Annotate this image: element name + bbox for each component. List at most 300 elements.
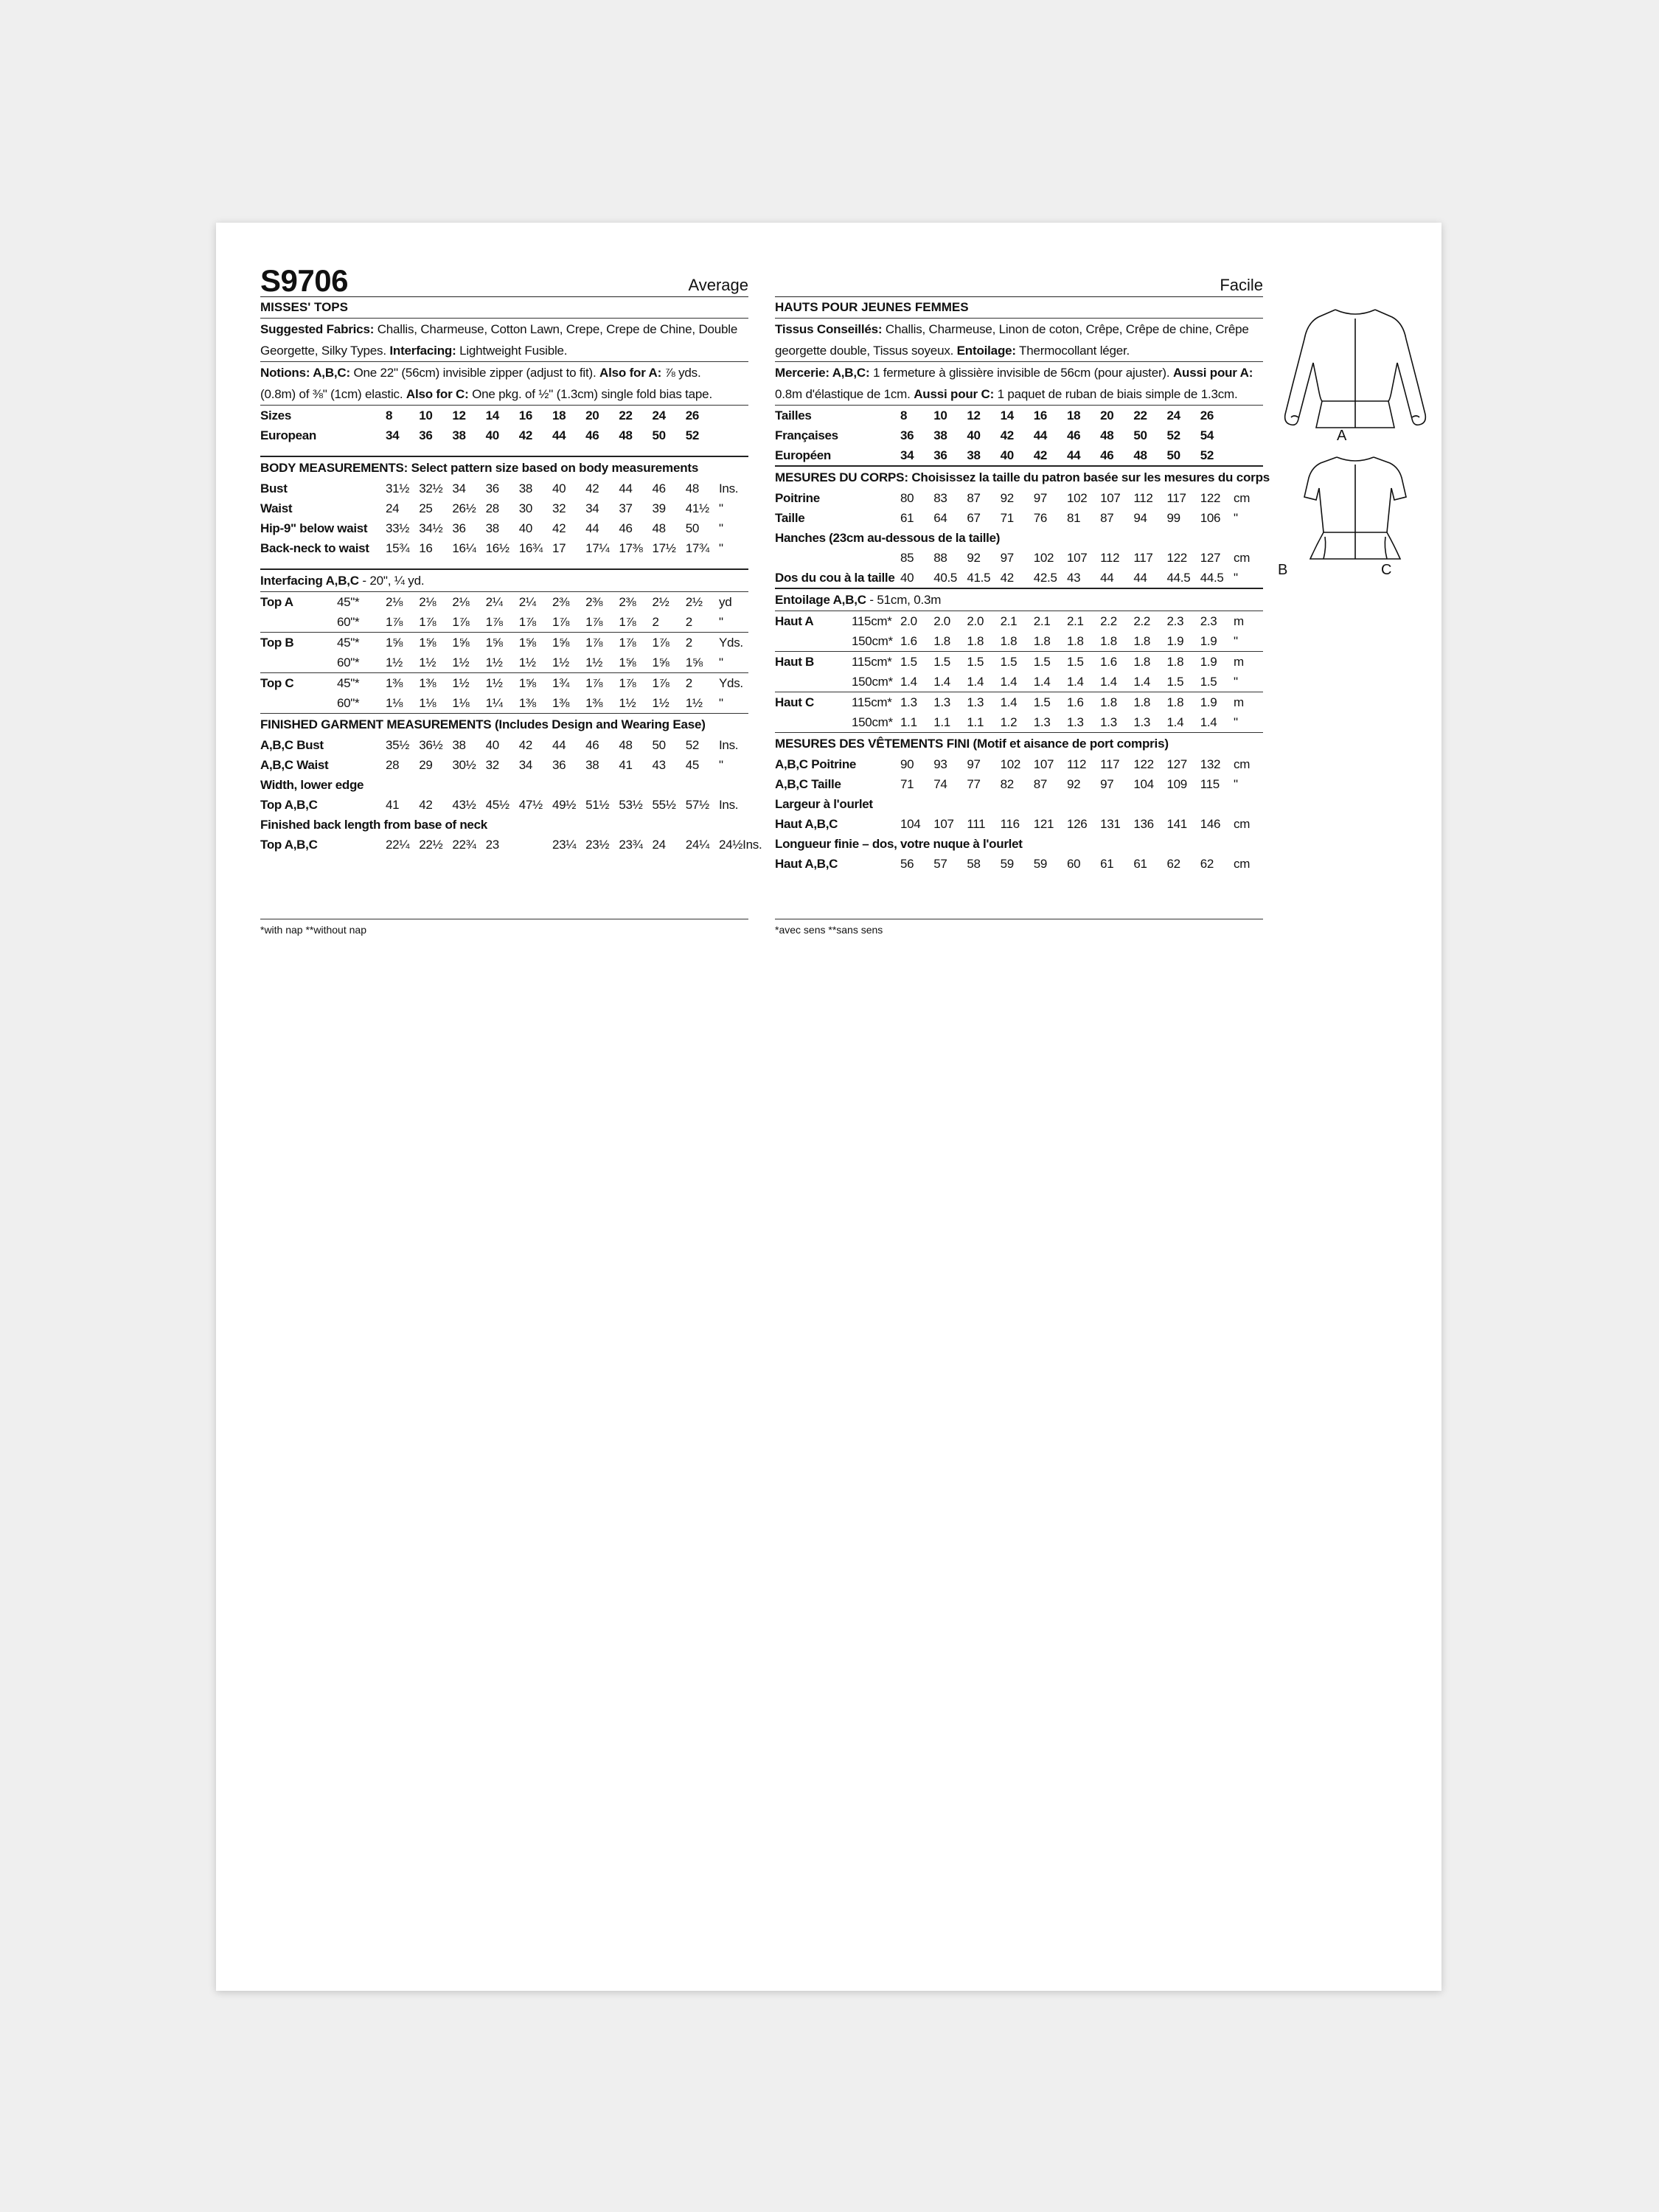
cell-value: 87 <box>1033 777 1048 791</box>
fabric-width: 150cm* <box>852 634 893 648</box>
cell-value: 146 <box>1200 817 1221 831</box>
cell-value: 1⅝ <box>386 636 403 650</box>
cell-value: 16 <box>518 408 533 422</box>
cell-value: 22¼ <box>386 838 410 852</box>
cell-value: 1.5 <box>900 655 917 669</box>
cell-value: 50 <box>1133 428 1147 442</box>
cell-value: 57 <box>933 857 947 871</box>
cell-value: 35½ <box>386 738 410 752</box>
row-label: Poitrine <box>775 491 820 505</box>
view-label: Top C <box>260 676 294 690</box>
cell-value: 29 <box>419 758 433 772</box>
cell-value: 1½ <box>485 655 503 669</box>
cell-value: 2 <box>685 615 692 629</box>
cell-value: 1⅞ <box>552 615 569 629</box>
cell-value: 42 <box>1033 448 1048 462</box>
cell-value: 99 <box>1166 511 1180 525</box>
cell-value: 26 <box>685 408 699 422</box>
unit: " <box>1234 675 1238 689</box>
cell-value: 17¼ <box>585 541 610 555</box>
cell-value: 43½ <box>452 798 476 812</box>
cell-value: 43 <box>652 758 666 772</box>
cell-value: 111 <box>967 817 986 831</box>
cell-value: 51½ <box>585 798 610 812</box>
yardage-table <box>260 633 748 672</box>
cell-value: 50 <box>652 428 666 442</box>
cell-value: 36½ <box>419 738 443 752</box>
unit: yd <box>719 595 732 609</box>
cell-value: 44 <box>1066 448 1081 462</box>
cell-value: 49½ <box>552 798 577 812</box>
cell-value: 61 <box>1100 857 1114 871</box>
cell-value: 41 <box>386 798 400 812</box>
cell-value: 25 <box>419 501 433 515</box>
table-row <box>260 498 748 518</box>
yardage-table <box>260 592 748 632</box>
row-label: Back-neck to waist <box>260 541 369 555</box>
unit: " <box>719 696 723 710</box>
cell-value: 23¾ <box>619 838 643 852</box>
row-label: Width, lower edge <box>260 778 364 792</box>
cell-value: 1⅜ <box>585 696 603 710</box>
cell-value: 1.5 <box>1000 655 1018 669</box>
cell-value: 1.9 <box>1166 634 1184 648</box>
cell-value: 2¼ <box>518 595 536 609</box>
cell-value: 1¼ <box>485 696 503 710</box>
cell-value: 40 <box>967 428 981 442</box>
cell-value: 1½ <box>619 696 636 710</box>
cell-value: 107 <box>1100 491 1121 505</box>
cell-value: 1.9 <box>1200 695 1217 709</box>
yardage-table <box>260 673 748 713</box>
cell-value: 2¼ <box>485 595 503 609</box>
cell-value: 107 <box>1033 757 1054 771</box>
cell-value: 52 <box>685 428 699 442</box>
table-subheading <box>260 815 748 835</box>
cell-value: 48 <box>1100 428 1114 442</box>
cell-value: 1½ <box>685 696 703 710</box>
row-label: Top A,B,C <box>260 798 318 812</box>
cell-value: 44.5 <box>1200 571 1224 585</box>
cell-value: 1.5 <box>933 655 950 669</box>
sizes-table <box>260 406 748 445</box>
cell-value: 2.1 <box>1000 614 1018 628</box>
cell-value: 94 <box>1133 511 1147 525</box>
cell-value: 1.5 <box>967 655 984 669</box>
cell-value: 127 <box>1166 757 1187 771</box>
cell-value: 1.8 <box>1033 634 1051 648</box>
unit: " <box>1234 634 1238 648</box>
unit: Yds. <box>719 676 743 690</box>
cell-value: 44 <box>552 738 566 752</box>
cell-value: 40 <box>485 738 499 752</box>
interfacing-yardage-section <box>260 570 748 592</box>
table-row <box>260 633 748 653</box>
table-row <box>775 692 1263 712</box>
cell-value: 23 <box>485 838 499 852</box>
cell-value: 42 <box>552 521 566 535</box>
unit: cm <box>1234 817 1251 831</box>
yardage-group <box>775 652 1263 692</box>
cell-value: 1.8 <box>1133 655 1151 669</box>
cell-value: 1.4 <box>1200 715 1217 729</box>
cell-value: 36 <box>900 428 914 442</box>
cell-value: 55½ <box>652 798 676 812</box>
cell-value: 2⅜ <box>552 595 569 609</box>
cell-value: 22¾ <box>452 838 476 852</box>
cell-value: 1⅞ <box>619 615 636 629</box>
cell-value: 1½ <box>452 676 470 690</box>
cell-value: 1½ <box>518 655 536 669</box>
cell-value: 38 <box>452 428 466 442</box>
table-row <box>260 653 748 672</box>
cell-value: 42.5 <box>1033 571 1057 585</box>
cell-value: 44 <box>1133 571 1147 585</box>
cell-value: 1.4 <box>1166 715 1184 729</box>
interfacing-yardage-heading: Interfacing A,B,C - 20", ¼ yd. <box>260 574 425 588</box>
cell-value: 117 <box>1166 491 1186 505</box>
cell-value: 28 <box>485 501 499 515</box>
cell-value: 2⅛ <box>386 595 403 609</box>
cell-value: 1.3 <box>967 695 984 709</box>
cell-value: 2.3 <box>1166 614 1184 628</box>
unit: Ins. <box>719 738 739 752</box>
cell-value: 77 <box>967 777 981 791</box>
cell-value: 14 <box>485 408 499 422</box>
cell-value: 1⅛ <box>452 696 470 710</box>
table-row <box>775 445 1263 465</box>
cell-value: 2.0 <box>900 614 917 628</box>
cell-value: 112 <box>1133 491 1153 505</box>
view-label <box>260 612 337 632</box>
footnote: *with nap **without nap <box>260 919 748 936</box>
cell-value: 1⅜ <box>552 696 569 710</box>
cell-value: 92 <box>967 551 981 565</box>
table-row <box>775 406 1263 425</box>
row-label: Françaises <box>775 428 838 442</box>
cell-value: 1.4 <box>900 675 917 689</box>
cell-value: 52 <box>1200 448 1214 462</box>
cell-value: 1.3 <box>1066 715 1084 729</box>
body-measurements-heading: MESURES DU CORPS: Choisissez la taille du patron basée sur les mesures du corps <box>775 470 1270 484</box>
finished-measurements-table <box>260 735 762 855</box>
body-measurements-heading: BODY MEASUREMENTS: Select pattern size based on body measurements <box>260 461 699 475</box>
cell-value: 8 <box>386 408 393 422</box>
table-subheading <box>260 775 748 795</box>
yardage-group <box>775 692 1263 733</box>
cell-value: 1.8 <box>1000 634 1018 648</box>
cell-value: 92 <box>1000 491 1014 505</box>
row-label: Haut A,B,C <box>775 857 838 871</box>
table-row <box>775 631 1263 651</box>
cell-value: 53½ <box>619 798 643 812</box>
cell-value: 74 <box>933 777 947 791</box>
cell-value: 41 <box>619 758 633 772</box>
cell-value: 22½ <box>419 838 443 852</box>
table-row <box>260 835 748 855</box>
cell-value: 97 <box>1100 777 1114 791</box>
notions-line-1: Notions: A,B,C: One 22" (56cm) invisible zipper (adjust to fit). Also for A: ⅞ yds. <box>260 366 701 380</box>
view-b-label: B <box>1278 562 1288 578</box>
cell-value: 38 <box>518 481 533 495</box>
notions-section <box>775 362 1263 406</box>
cell-value: 1.8 <box>1166 695 1184 709</box>
cell-value: 33½ <box>386 521 410 535</box>
cell-value: 26 <box>1200 408 1214 422</box>
cell-value: 2⅜ <box>585 595 603 609</box>
unit: " <box>719 615 723 629</box>
cell-value: 46 <box>1100 448 1114 462</box>
row-label: Dos du cou à la taille <box>775 571 895 585</box>
cell-value: 1⅜ <box>386 676 403 690</box>
cell-value: 44 <box>619 481 633 495</box>
row-label: Hanches (23cm au-dessous de la taille) <box>775 531 1001 545</box>
cell-value: 2.1 <box>1033 614 1051 628</box>
table-row <box>775 652 1263 672</box>
yardage-group <box>260 633 748 673</box>
cell-value: 71 <box>900 777 914 791</box>
cell-value: 45½ <box>485 798 509 812</box>
cell-value: 38 <box>933 428 947 442</box>
body-measurements-section <box>260 457 748 570</box>
cell-value: 42 <box>518 738 533 752</box>
table-row <box>775 672 1263 692</box>
cell-value: 76 <box>1033 511 1048 525</box>
finished-measurements-table <box>775 754 1263 874</box>
unit: " <box>1234 571 1238 585</box>
unit <box>1234 425 1263 445</box>
unit: " <box>1234 511 1238 525</box>
cell-value: 1⅝ <box>518 676 536 690</box>
cell-value: 67 <box>967 511 981 525</box>
cell-value: 1⅞ <box>386 615 403 629</box>
cell-value: 42 <box>1000 428 1014 442</box>
fabrics-section <box>260 319 748 362</box>
cell-value: 16 <box>1033 408 1048 422</box>
cell-value: 81 <box>1066 511 1081 525</box>
cell-value: 85 <box>900 551 914 565</box>
difficulty-level: Average <box>688 276 748 294</box>
fabric-width: 60"* <box>337 615 360 629</box>
cell-value: 1⅝ <box>485 636 503 650</box>
unit: Ins. <box>719 481 739 495</box>
table-row <box>260 612 748 632</box>
yardage-tables <box>775 611 1263 733</box>
view-label: Haut C <box>775 695 814 709</box>
table-subheading <box>775 794 1263 814</box>
cell-value: 34 <box>585 501 599 515</box>
notions-section <box>260 362 748 406</box>
unit: m <box>1234 695 1244 709</box>
view-label <box>775 672 852 692</box>
table-row <box>775 611 1263 631</box>
cell-value: 17¾ <box>685 541 709 555</box>
cell-value: 1⅜ <box>518 696 536 710</box>
cell-value: 1⅞ <box>619 676 636 690</box>
footnote: *avec sens **sans sens <box>775 919 1263 936</box>
row-label: Top A,B,C <box>260 838 318 852</box>
cell-value: 1.8 <box>1100 695 1117 709</box>
view-label: Top A <box>260 595 293 609</box>
row-label: A,B,C Poitrine <box>775 757 857 771</box>
cell-value: 1.8 <box>933 634 950 648</box>
unit: " <box>719 655 723 669</box>
table-subheading <box>775 834 1263 854</box>
fabrics-line-2: Georgette, Silky Types. Interfacing: Lightweight Fusible. <box>260 344 568 358</box>
cell-value: 1½ <box>386 655 403 669</box>
cell-value: 47½ <box>518 798 543 812</box>
cell-value: 31½ <box>386 481 410 495</box>
row-label: Taille <box>775 511 805 525</box>
table-row <box>775 488 1263 508</box>
cell-value: 1.3 <box>1133 715 1151 729</box>
finished-measurements-heading: FINISHED GARMENT MEASUREMENTS (Includes Design and Wearing Ease) <box>260 717 706 731</box>
cell-value: 24¼ <box>685 838 709 852</box>
section-title: MISSES' TOPS <box>260 300 348 314</box>
cell-value: 1.6 <box>1066 695 1084 709</box>
cell-value: 71 <box>1000 511 1014 525</box>
view-label: Top B <box>260 636 294 650</box>
table-row <box>775 548 1263 568</box>
cell-value: 48 <box>1133 448 1147 462</box>
table-row <box>260 479 748 498</box>
row-label: European <box>260 428 317 442</box>
cell-value: 61 <box>900 511 914 525</box>
cell-value: 46 <box>619 521 633 535</box>
cell-value: 1.4 <box>933 675 950 689</box>
cell-value: 115 <box>1200 777 1220 791</box>
cell-value: 117 <box>1133 551 1153 565</box>
cell-value: 1.2 <box>1000 715 1018 729</box>
title-section <box>775 297 1263 319</box>
cell-value: 1¾ <box>552 676 569 690</box>
pattern-envelope-back <box>216 223 1441 1991</box>
cell-value: 24 <box>1166 408 1180 422</box>
cell-value: 107 <box>933 817 954 831</box>
fabrics-section <box>775 319 1263 362</box>
cell-value: 40.5 <box>933 571 958 585</box>
cell-value: 109 <box>1166 777 1187 791</box>
cell-value: 38 <box>485 521 499 535</box>
cell-value: 1.3 <box>933 695 950 709</box>
cell-value: 40 <box>900 571 914 585</box>
cell-value: 24 <box>386 501 400 515</box>
row-label: Européen <box>775 448 832 462</box>
cell-value: 44 <box>1100 571 1114 585</box>
cell-value: 12 <box>967 408 981 422</box>
cell-value: 34 <box>386 428 400 442</box>
row-label: Largeur à l'ourlet <box>775 797 873 811</box>
cell-value: 50 <box>652 738 666 752</box>
cell-value: 2⅛ <box>452 595 470 609</box>
cell-value: 97 <box>1033 491 1048 505</box>
fabric-width: 150cm* <box>852 715 893 729</box>
row-label: A,B,C Taille <box>775 777 841 791</box>
cell-value: 2 <box>685 676 692 690</box>
row-label: Waist <box>260 501 293 515</box>
cell-value: 48 <box>619 428 633 442</box>
fabric-width: 60"* <box>337 655 360 669</box>
unit <box>1234 445 1263 465</box>
table-row <box>260 735 748 755</box>
cell-value: 59 <box>1033 857 1048 871</box>
cell-value: 2½ <box>685 595 703 609</box>
finished-measurements-section <box>775 733 1263 874</box>
cell-value: 42 <box>1000 571 1014 585</box>
notions-line-1: Mercerie: A,B,C: 1 fermeture à glissière invisible de 56cm (pour ajuster). Aussi pour A: <box>775 366 1253 380</box>
fabric-width: 45"* <box>337 595 360 609</box>
cell-value: 107 <box>1066 551 1088 565</box>
cell-value: 136 <box>1133 817 1154 831</box>
cell-value: 1.4 <box>1066 675 1084 689</box>
unit <box>719 406 748 425</box>
cell-value: 1⅝ <box>518 636 536 650</box>
cell-value: 88 <box>933 551 947 565</box>
cell-value: 34 <box>452 481 466 495</box>
cell-value: 92 <box>1066 777 1081 791</box>
cell-value: 2½ <box>652 595 669 609</box>
view-label <box>260 693 337 713</box>
cell-value: 22 <box>619 408 633 422</box>
cell-value: 90 <box>900 757 914 771</box>
garment-sketches <box>1278 304 1433 584</box>
cell-value: 1½ <box>585 655 603 669</box>
fabric-width: 115cm* <box>852 695 892 709</box>
cell-value: 87 <box>967 491 981 505</box>
yardage-tables <box>260 592 748 714</box>
cell-value: 1⅞ <box>419 615 437 629</box>
cell-value: 44 <box>1033 428 1048 442</box>
yardage-table <box>775 611 1263 651</box>
cell-value: 1⅝ <box>452 636 470 650</box>
cell-value: 1⅛ <box>386 696 403 710</box>
unit: " <box>1234 715 1238 729</box>
yardage-group <box>775 611 1263 652</box>
cell-value: 1⅜ <box>419 676 437 690</box>
cell-value: 1½ <box>485 676 503 690</box>
cell-value: 2.0 <box>933 614 950 628</box>
cell-value: 36 <box>452 521 466 535</box>
unit: Ins. <box>719 798 739 812</box>
cell-value: 48 <box>652 521 666 535</box>
interfacing-yardage-section <box>775 589 1263 611</box>
cell-value: 62 <box>1166 857 1180 871</box>
cell-value: 41½ <box>685 501 709 515</box>
table-row <box>775 754 1263 774</box>
cell-value: 28 <box>386 758 400 772</box>
cell-value: 1.8 <box>1100 634 1117 648</box>
cell-value: 8 <box>900 408 908 422</box>
unit <box>1234 406 1263 425</box>
cell-value: 1⅞ <box>652 676 669 690</box>
table-row <box>775 568 1263 588</box>
unit: cm <box>1234 491 1251 505</box>
table-row <box>775 508 1263 528</box>
cell-value: 102 <box>1000 757 1021 771</box>
cell-value: 50 <box>685 521 699 535</box>
table-row <box>260 592 748 612</box>
cell-value: 57½ <box>685 798 709 812</box>
cell-value: 56 <box>900 857 914 871</box>
cell-value: 41.5 <box>967 571 991 585</box>
cell-value: 1.8 <box>1133 695 1151 709</box>
title-section <box>260 297 748 319</box>
cell-value: 64 <box>933 511 947 525</box>
table-row <box>260 518 748 538</box>
fabric-width: 45"* <box>337 676 360 690</box>
table-row <box>260 406 748 425</box>
unit <box>719 425 748 445</box>
